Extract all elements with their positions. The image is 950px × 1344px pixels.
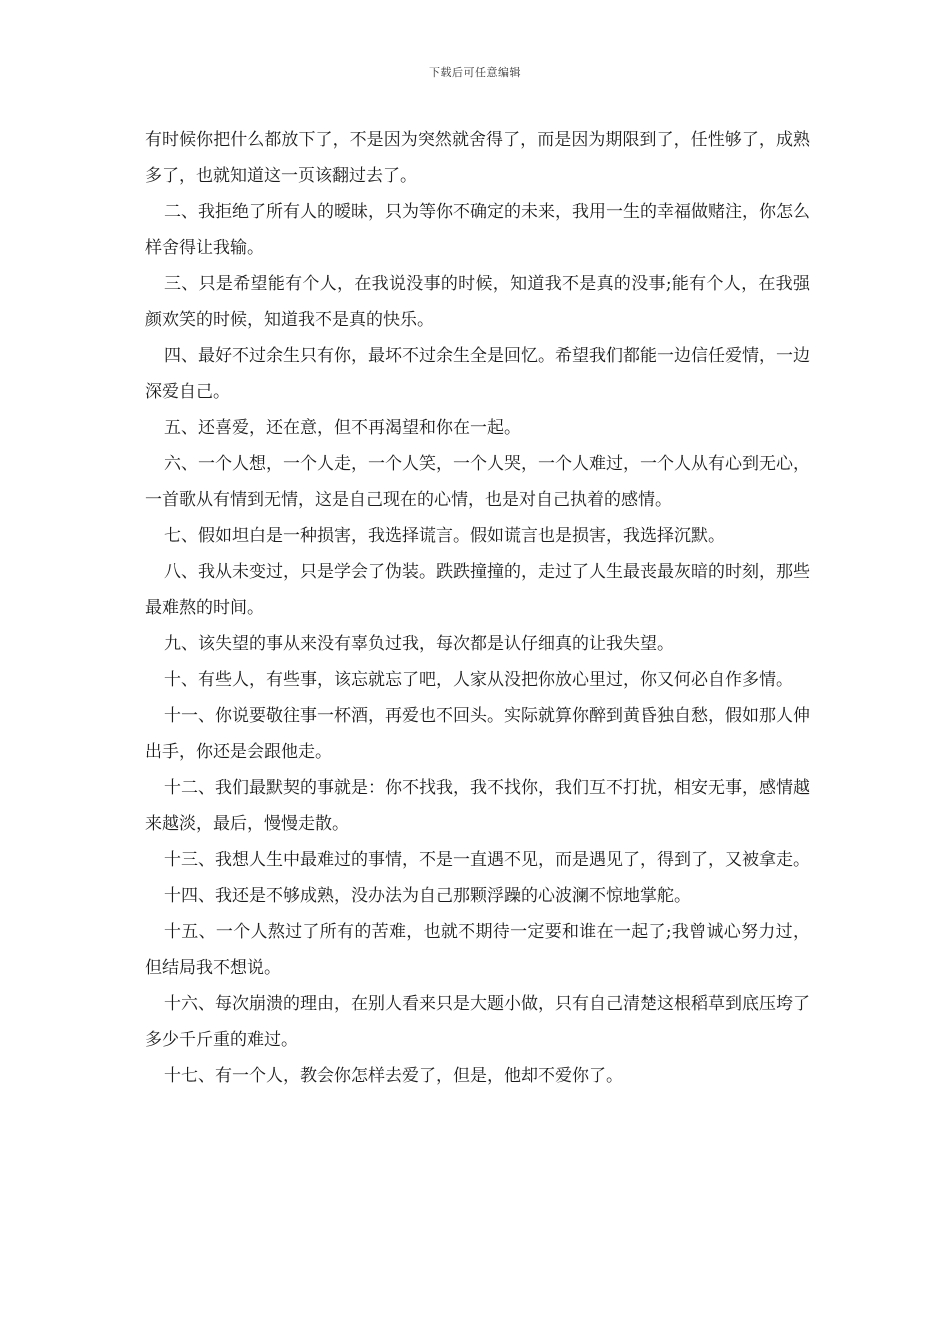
paragraph: 十七、有一个人，教会你怎样去爱了，但是，他却不爱你了。 xyxy=(164,1066,623,1086)
page-header: 下载后可任意编辑 xyxy=(429,66,521,79)
paragraph: 二、我拒绝了所有人的暧昧，只为等你不确定的未来，我用一生的幸福做赌注，你怎么样舍得让我输。 xyxy=(145,202,810,258)
paragraph: 十六、每次崩溃的理由，在别人看来只是大题小做，只有自己清楚这根稻草到底压垮了多少千斤重的难过。 xyxy=(145,994,810,1050)
paragraph: 十、有些人，有些事，该忘就忘了吧，人家从没把你放心里过，你又何必自作多情。 xyxy=(164,670,793,690)
document-body xyxy=(145,122,810,1094)
paragraph: 五、还喜爱，还在意，但不再渴望和你在一起。 xyxy=(164,418,521,438)
paragraph: 十四、我还是不够成熟，没办法为自己那颗浮躁的心波澜不惊地掌舵。 xyxy=(164,886,691,906)
paragraph: 十一、你说要敬往事一杯酒，再爱也不回头。实际就算你醉到黄昏独自愁，假如那人伸出手，你还是会跟他走。 xyxy=(145,706,810,762)
paragraph: 九、该失望的事从来没有辜负过我，每次都是认仔细真的让我失望。 xyxy=(164,634,674,654)
paragraph: 有时候你把什么都放下了，不是因为突然就舍得了，而是因为期限到了，任性够了，成熟多了，也就知道这一页该翻过去了。 xyxy=(145,130,810,186)
paragraph: 七、假如坦白是一种损害，我选择谎言。假如谎言也是损害，我选择沉默。 xyxy=(164,526,725,546)
paragraph: 十五、一个人熬过了所有的苦难，也就不期待一定要和谁在一起了;我曾诚心努力过，但结局我不想说。 xyxy=(145,922,810,978)
paragraph: 三、只是希望能有个人，在我说没事的时候，知道我不是真的没事;能有个人，在我强颜欢笑的时候，知道我不是真的快乐。 xyxy=(145,274,810,330)
paragraph: 六、一个人想，一个人走，一个人笑，一个人哭，一个人难过，一个人从有心到无心，一首歌从有情到无情，这是自己现在的心情，也是对自己执着的感情。 xyxy=(145,454,810,510)
paragraph: 四、最好不过余生只有你，最坏不过余生全是回忆。希望我们都能一边信任爱情，一边深爱自己。 xyxy=(145,346,810,402)
paragraph: 十二、我们最默契的事就是：你不找我，我不找你，我们互不打扰，相安无事，感情越来越淡，最后，慢慢走散。 xyxy=(145,778,810,834)
paragraph: 八、我从未变过，只是学会了伪装。跌跌撞撞的，走过了人生最丧最灰暗的时刻，那些最难熬的时间。 xyxy=(145,562,810,618)
paragraph: 十三、我想人生中最难过的事情，不是一直遇不见，而是遇见了，得到了，又被拿走。 xyxy=(164,850,810,870)
